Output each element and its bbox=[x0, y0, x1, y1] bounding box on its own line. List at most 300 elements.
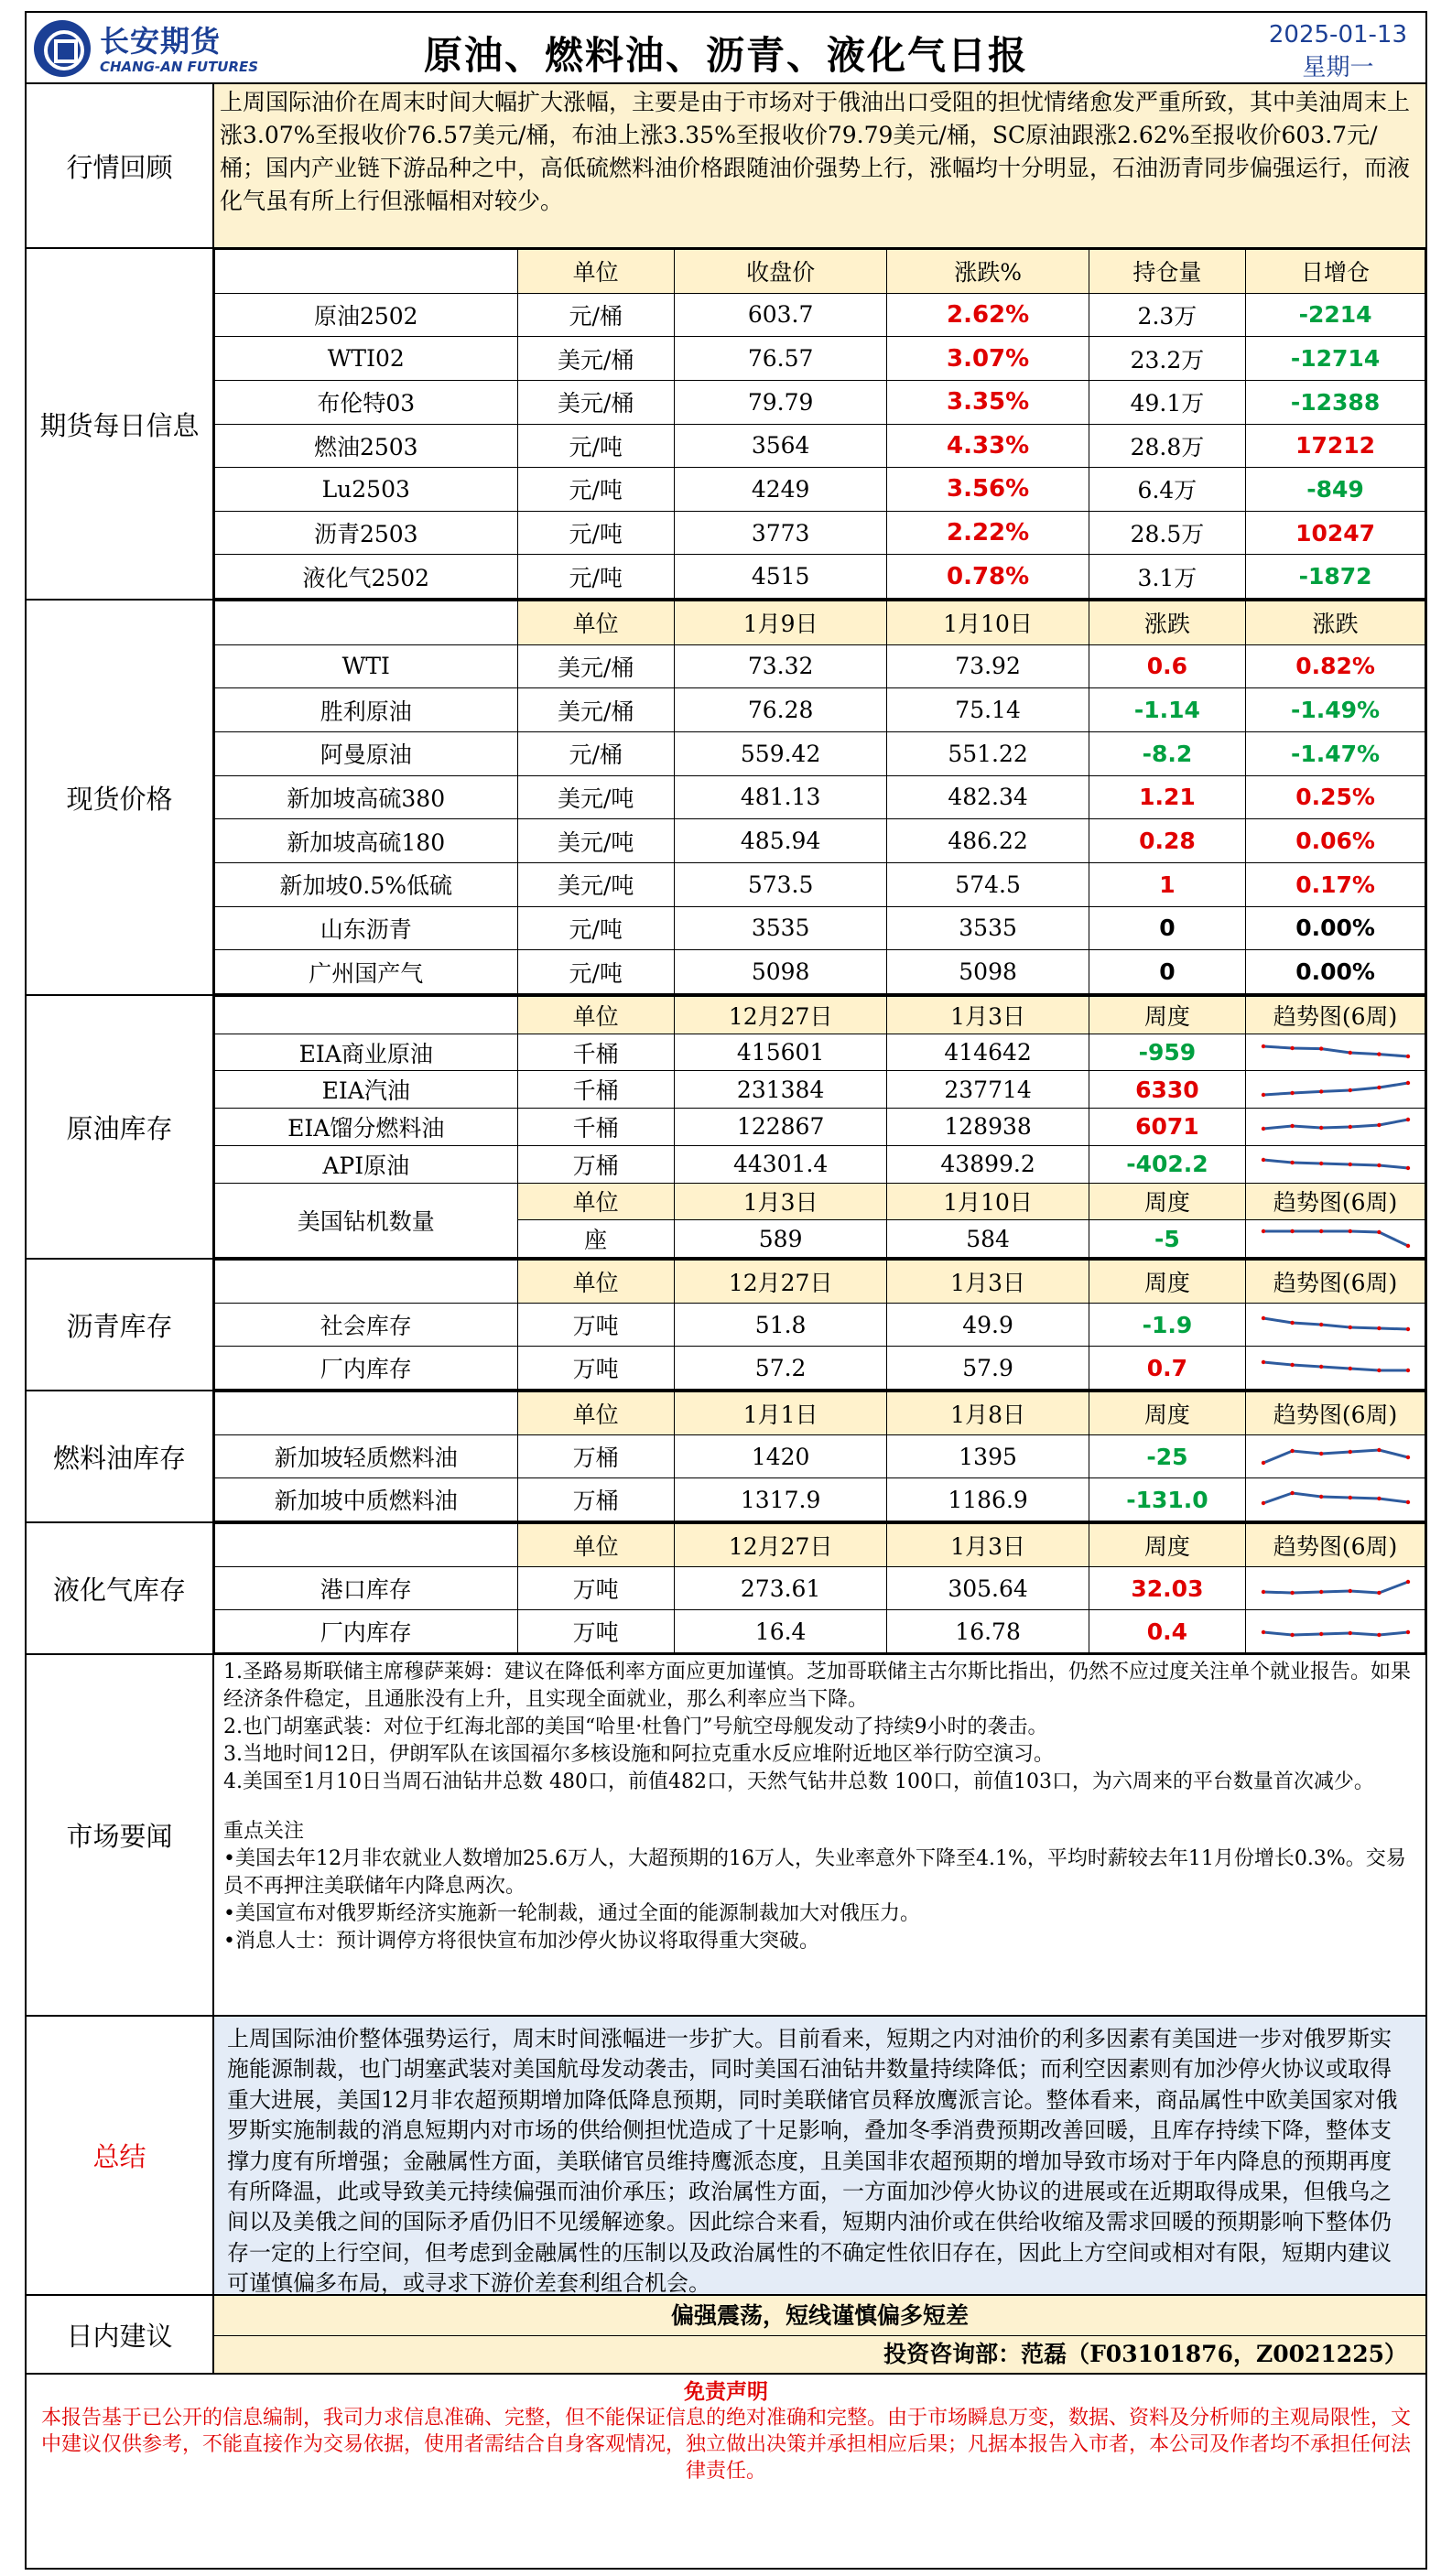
item-name: API原油 bbox=[215, 1145, 518, 1183]
sparkline-point bbox=[1377, 1086, 1381, 1089]
change-pct: 3.35% bbox=[887, 380, 1089, 424]
sparkline-point bbox=[1377, 1591, 1381, 1595]
change: 1 bbox=[1089, 862, 1245, 906]
price-curr: 75.14 bbox=[887, 688, 1089, 732]
unit: 千桶 bbox=[517, 1071, 674, 1109]
futures-section bbox=[27, 249, 1425, 601]
report-page bbox=[25, 11, 1427, 2570]
unit: 美元/吨 bbox=[517, 819, 674, 863]
table-row bbox=[215, 1610, 1425, 1653]
report-date: 2025-01-13 bbox=[1268, 21, 1407, 49]
close-price: 4515 bbox=[674, 555, 887, 599]
table-row bbox=[215, 1034, 1425, 1071]
unit: 万吨 bbox=[517, 1347, 674, 1390]
unit: 美元/桶 bbox=[517, 644, 674, 688]
contract-name: Lu2503 bbox=[215, 468, 518, 512]
sparkline-eia_distillate bbox=[1258, 1115, 1414, 1139]
oi-change: -2214 bbox=[1246, 293, 1425, 337]
sparkline-point bbox=[1405, 1118, 1409, 1121]
sparkline-point bbox=[1348, 1496, 1351, 1499]
change: 0 bbox=[1089, 906, 1245, 950]
sparkline-eia_crude bbox=[1258, 1041, 1414, 1065]
product-name: WTI bbox=[215, 644, 518, 688]
contract-name: 布伦特03 bbox=[215, 380, 518, 424]
value-curr: 43899.2 bbox=[887, 1145, 1089, 1183]
table-header-row bbox=[215, 1392, 1425, 1435]
column-header: 日增仓 bbox=[1246, 250, 1425, 294]
sparkline-point bbox=[1348, 1229, 1351, 1233]
sparkline-point bbox=[1377, 1448, 1381, 1452]
table-header-row bbox=[215, 250, 1425, 294]
sparkline-point bbox=[1319, 1089, 1323, 1093]
table-row bbox=[215, 511, 1425, 555]
oi-change: -1872 bbox=[1246, 555, 1425, 599]
price-curr: 73.92 bbox=[887, 644, 1089, 688]
unit: 元/吨 bbox=[517, 511, 674, 555]
price-curr: 486.22 bbox=[887, 819, 1089, 863]
item-name: EIA汽油 bbox=[215, 1071, 518, 1109]
focus-item: •美国去年12月非农就业人数增加25.6万人，大超预期的16万人，失业率意外下降至4.1%，平均时薪较去年11月份增长0.3%。交易员不再押注美联储年内降息两次。 bbox=[223, 1847, 1406, 1898]
oi-change: 17212 bbox=[1246, 424, 1425, 468]
sparkline-fuel_mid bbox=[1258, 1488, 1414, 1511]
change-pct: 0.82% bbox=[1246, 644, 1425, 688]
value-prev: 51.8 bbox=[674, 1304, 887, 1347]
column-header: 持仓量 bbox=[1089, 250, 1245, 294]
sparkline-point bbox=[1319, 1323, 1323, 1326]
table-row bbox=[215, 1347, 1425, 1390]
table-row bbox=[215, 1304, 1425, 1347]
unit: 元/吨 bbox=[517, 424, 674, 468]
close-price: 3773 bbox=[674, 511, 887, 555]
sparkline-point bbox=[1319, 1632, 1323, 1636]
column-header: 涨跌 bbox=[1246, 601, 1425, 645]
sparkline-point bbox=[1405, 1054, 1409, 1057]
report-weekday: 星期一 bbox=[1302, 54, 1374, 81]
unit: 万吨 bbox=[517, 1567, 674, 1610]
advice-analyst: 投资咨询部：范磊（F03101876，Z0021225） bbox=[214, 2336, 1425, 2373]
change-pct: 0.17% bbox=[1246, 862, 1425, 906]
item-name: 新加坡轻质燃料油 bbox=[215, 1435, 518, 1478]
sparkline-point bbox=[1348, 1088, 1351, 1092]
trend-cell bbox=[1246, 1109, 1425, 1146]
unit: 元/吨 bbox=[517, 468, 674, 512]
value-prev: 273.61 bbox=[674, 1567, 887, 1610]
price-prev: 573.5 bbox=[674, 862, 887, 906]
unit: 万吨 bbox=[517, 1610, 674, 1653]
crude-inventory-section bbox=[27, 996, 1425, 1260]
weekly-change: -1.9 bbox=[1089, 1304, 1245, 1347]
advice-section bbox=[27, 2296, 1425, 2375]
price-curr: 5098 bbox=[887, 950, 1089, 994]
asphalt-inventory-table bbox=[214, 1260, 1425, 1390]
asphalt-inventory-label: 沥青库存 bbox=[27, 1260, 214, 1390]
contract-name: 液化气2502 bbox=[215, 555, 518, 599]
sparkline-point bbox=[1261, 1461, 1264, 1465]
focus-title: 重点关注 bbox=[223, 1820, 305, 1843]
sparkline-point bbox=[1319, 1161, 1323, 1164]
sparkline-line bbox=[1263, 1450, 1408, 1463]
change: -1.14 bbox=[1089, 688, 1245, 732]
sparkline-point bbox=[1405, 1369, 1409, 1372]
change: 0.6 bbox=[1089, 644, 1245, 688]
column-header: 趋势图(6周) bbox=[1246, 1392, 1425, 1435]
change: 1.21 bbox=[1089, 775, 1245, 819]
value-curr: 414642 bbox=[887, 1034, 1089, 1071]
change-pct: 2.22% bbox=[887, 511, 1089, 555]
news-body bbox=[214, 1655, 1425, 2015]
trend-cell bbox=[1246, 1304, 1425, 1347]
value-prev: 16.4 bbox=[674, 1610, 887, 1653]
sparkline-point bbox=[1261, 1316, 1264, 1320]
spot-label: 现货价格 bbox=[27, 601, 214, 994]
contract-name: WTI02 bbox=[215, 337, 518, 381]
price-prev: 76.28 bbox=[674, 688, 887, 732]
value-prev: 57.2 bbox=[674, 1347, 887, 1390]
weekly-change: -25 bbox=[1089, 1435, 1245, 1478]
item-name: 厂内库存 bbox=[215, 1610, 518, 1653]
sparkline-point bbox=[1319, 1590, 1323, 1594]
sparkline-point bbox=[1319, 1452, 1323, 1456]
column-header: 收盘价 bbox=[674, 250, 887, 294]
rig-header-row bbox=[215, 1183, 1425, 1220]
sparkline-point bbox=[1405, 1580, 1409, 1584]
unit: 万桶 bbox=[517, 1435, 674, 1478]
sparkline-point bbox=[1377, 1123, 1381, 1127]
table-row bbox=[215, 380, 1425, 424]
report-date-block bbox=[1269, 18, 1407, 84]
disclaimer-text: 本报告基于已公开的信息编制，我司力求信息准确、完整，但不能保证信息的绝对准确和完整。由于市场瞬息万变，数据、资料及分析师的主观局限性，文中建议仅供参考，不能直接作为交易依据，使用者需结合自身客观情况，独立做出决策并承担相应后果；凡据本报告入市者，本公司及作者均不承担任何法律责任。 bbox=[40, 2407, 1411, 2483]
sparkline-point bbox=[1377, 1369, 1381, 1372]
review-section bbox=[27, 84, 1425, 249]
sparkline-asphalt_plant bbox=[1258, 1356, 1414, 1380]
table-row bbox=[215, 775, 1425, 819]
column-header: 1月3日 bbox=[887, 997, 1089, 1034]
sparkline-line bbox=[1263, 1362, 1408, 1370]
product-name: 广州国产气 bbox=[215, 950, 518, 994]
value-curr: 584 bbox=[887, 1220, 1089, 1258]
column-header: 周度 bbox=[1089, 1261, 1245, 1304]
column-header: 1月8日 bbox=[887, 1392, 1089, 1435]
close-price: 3564 bbox=[674, 424, 887, 468]
sparkline-point bbox=[1261, 1093, 1264, 1097]
column-header: 1月10日 bbox=[887, 1183, 1089, 1220]
news-item: 3.当地时间12日，伊朗军队在该国福尔多核设施和阿拉克重水反应堆附近地区举行防空演习。 bbox=[223, 1743, 1054, 1766]
logo-cn: 长安期货 bbox=[100, 24, 222, 59]
sparkline-point bbox=[1319, 1365, 1323, 1369]
weekly-change: 6330 bbox=[1089, 1071, 1245, 1109]
change: -8.2 bbox=[1089, 731, 1245, 775]
unit: 美元/桶 bbox=[517, 337, 674, 381]
sparkline-point bbox=[1290, 1633, 1294, 1637]
sparkline-line bbox=[1263, 1120, 1408, 1129]
table-row bbox=[215, 1071, 1425, 1109]
value-prev: 589 bbox=[674, 1220, 887, 1258]
close-price: 603.7 bbox=[674, 293, 887, 337]
lpg-inventory-section bbox=[27, 1523, 1425, 1655]
column-header: 单位 bbox=[517, 1261, 674, 1304]
news-section bbox=[27, 1655, 1425, 2017]
sparkline-point bbox=[1377, 1326, 1381, 1330]
spot-section bbox=[27, 601, 1425, 996]
trend-cell bbox=[1246, 1034, 1425, 1071]
sparkline-line bbox=[1263, 1231, 1408, 1246]
unit: 元/吨 bbox=[517, 555, 674, 599]
table-row bbox=[215, 555, 1425, 599]
table-row bbox=[215, 1478, 1425, 1521]
sparkline-point bbox=[1348, 1450, 1351, 1454]
column-header: 12月27日 bbox=[674, 1261, 887, 1304]
news-label: 市场要闻 bbox=[27, 1655, 214, 2015]
sparkline-point bbox=[1261, 1590, 1264, 1594]
change: 0.28 bbox=[1089, 819, 1245, 863]
change-pct: 0.25% bbox=[1246, 775, 1425, 819]
sparkline-point bbox=[1319, 1495, 1323, 1499]
value-prev: 415601 bbox=[674, 1034, 887, 1071]
contract-name: 原油2502 bbox=[215, 293, 518, 337]
news-item: 2.也门胡塞武装：对位于红海北部的美国“哈里·杜鲁门”号航空母舰发动了持续9小时的袭击。 bbox=[223, 1716, 1048, 1738]
change-pct: 2.62% bbox=[887, 293, 1089, 337]
news-item: 4.美国至1月10日当周石油钻井总数 480口，前值482口，天然气钻井总数 100口，前值103口，为六周来的平台数量首次减少。 bbox=[223, 1770, 1374, 1793]
table-row bbox=[215, 424, 1425, 468]
sparkline-point bbox=[1377, 1163, 1381, 1166]
advice-label: 日内建议 bbox=[27, 2296, 214, 2373]
table-row bbox=[215, 950, 1425, 994]
unit: 万桶 bbox=[517, 1145, 674, 1183]
table-header-row bbox=[215, 601, 1425, 645]
value-curr: 57.9 bbox=[887, 1347, 1089, 1390]
table-row bbox=[215, 644, 1425, 688]
report-title: 原油、燃料油、沥青、液化气日报 bbox=[423, 33, 1028, 78]
sparkline-line bbox=[1263, 1632, 1408, 1635]
open-interest: 6.4万 bbox=[1089, 468, 1245, 512]
news-item: 1.圣路易斯联储主席穆萨莱姆：建议在降低利率方面应更加谨慎。芝加哥联储主古尔斯比指出，仍然不应过度关注单个就业报告。如果经济条件稳定，且通胀没有上升，且实现全面就业，那么利率应当下降。 bbox=[223, 1661, 1411, 1711]
column-header: 1月3日 bbox=[887, 1261, 1089, 1304]
item-name: EIA商业原油 bbox=[215, 1034, 518, 1071]
sparkline-point bbox=[1405, 1500, 1409, 1504]
trend-cell bbox=[1246, 1145, 1425, 1183]
rig-label: 美国钻机数量 bbox=[215, 1183, 518, 1257]
open-interest: 28.8万 bbox=[1089, 424, 1245, 468]
sparkline-point bbox=[1319, 1126, 1323, 1130]
sparkline-point bbox=[1377, 1497, 1381, 1500]
focus-item: •美国宣布对俄罗斯经济实施新一轮制裁，通过全面的能源制裁加大对俄压力。 bbox=[223, 1902, 920, 1925]
product-name: 阿曼原油 bbox=[215, 731, 518, 775]
table-row bbox=[215, 731, 1425, 775]
header-blank bbox=[215, 1261, 518, 1304]
sparkline-point bbox=[1319, 1229, 1323, 1233]
column-header: 12月27日 bbox=[674, 1524, 887, 1567]
column-header: 单位 bbox=[517, 1392, 674, 1435]
oi-change: -12714 bbox=[1246, 337, 1425, 381]
close-price: 4249 bbox=[674, 468, 887, 512]
focus-item: •消息人士：预计调停方将很快宣布加沙停火协议将取得重大突破。 bbox=[223, 1930, 819, 1953]
futures-label: 期货每日信息 bbox=[27, 249, 214, 599]
close-price: 76.57 bbox=[674, 337, 887, 381]
weekly-change: -402.2 bbox=[1089, 1145, 1245, 1183]
table-row bbox=[215, 1109, 1425, 1146]
column-header: 1月1日 bbox=[674, 1392, 887, 1435]
column-header: 1月9日 bbox=[674, 601, 887, 645]
column-header: 涨跌% bbox=[887, 250, 1089, 294]
disclaimer-title: 免责声明 bbox=[684, 2379, 768, 2404]
header-blank bbox=[215, 997, 518, 1034]
price-prev: 481.13 bbox=[674, 775, 887, 819]
sparkline-line bbox=[1263, 1160, 1408, 1168]
summary-section bbox=[27, 2017, 1425, 2296]
trend-cell bbox=[1246, 1220, 1425, 1258]
unit: 座 bbox=[517, 1220, 674, 1258]
price-prev: 559.42 bbox=[674, 731, 887, 775]
weekly-change: -5 bbox=[1089, 1220, 1245, 1258]
price-prev: 5098 bbox=[674, 950, 887, 994]
column-header: 周度 bbox=[1089, 1183, 1245, 1220]
trend-cell bbox=[1246, 1347, 1425, 1390]
sparkline-eia_gasoline bbox=[1258, 1077, 1414, 1101]
logo-en: CHANG-AN FUTURES bbox=[100, 59, 259, 75]
price-curr: 551.22 bbox=[887, 731, 1089, 775]
sparkline-point bbox=[1348, 1326, 1351, 1329]
review-text: 上周国际油价在周末时间大幅扩大涨幅，主要是由于市场对于俄油出口受阻的担忧情绪愈发严重所致，其中美油周末上涨3.07%至报收价76.57美元/桶，布油上涨3.35%至报收价79.79美元/桶，SC原油跟涨2.62%至报收价603.7元/桶；国内产业链下游品种之中，高低硫燃料油价格跟随油价强势上行，涨幅均十分明显，石油沥青同步偏强运行，而液化气虽有所上行但涨幅相对较少。 bbox=[214, 84, 1425, 247]
oi-change: -849 bbox=[1246, 468, 1425, 512]
header-blank bbox=[215, 250, 518, 294]
table-row bbox=[215, 819, 1425, 863]
sparkline-point bbox=[1377, 1633, 1381, 1637]
column-header: 趋势图(6周) bbox=[1246, 1183, 1425, 1220]
open-interest: 3.1万 bbox=[1089, 555, 1245, 599]
column-header: 单位 bbox=[517, 1524, 674, 1567]
product-name: 新加坡高硫180 bbox=[215, 819, 518, 863]
summary-label: 总结 bbox=[27, 2017, 214, 2294]
sparkline-point bbox=[1290, 1160, 1294, 1164]
oi-change: -12388 bbox=[1246, 380, 1425, 424]
table-header-row bbox=[215, 1524, 1425, 1567]
sparkline-api_crude bbox=[1258, 1153, 1414, 1176]
sparkline-fuel_light bbox=[1258, 1445, 1414, 1468]
value-curr: 305.64 bbox=[887, 1567, 1089, 1610]
table-row bbox=[215, 1145, 1425, 1183]
unit: 美元/桶 bbox=[517, 380, 674, 424]
column-header: 周度 bbox=[1089, 997, 1245, 1034]
weekly-change: 0.4 bbox=[1089, 1610, 1245, 1653]
fuel-inventory-section bbox=[27, 1391, 1425, 1523]
sparkline-point bbox=[1290, 1491, 1294, 1495]
sparkline-point bbox=[1261, 1157, 1264, 1161]
column-header: 趋势图(6周) bbox=[1246, 1261, 1425, 1304]
contract-name: 燃油2503 bbox=[215, 424, 518, 468]
disclaimer bbox=[27, 2375, 1425, 2488]
unit: 美元/吨 bbox=[517, 862, 674, 906]
sparkline-point bbox=[1348, 1367, 1351, 1370]
unit: 元/吨 bbox=[517, 906, 674, 950]
column-header: 周度 bbox=[1089, 1524, 1245, 1567]
price-prev: 73.32 bbox=[674, 644, 887, 688]
open-interest: 2.3万 bbox=[1089, 293, 1245, 337]
sparkline-lpg_plant bbox=[1258, 1619, 1414, 1643]
sparkline-point bbox=[1405, 1244, 1409, 1248]
trend-cell bbox=[1246, 1610, 1425, 1653]
trend-cell bbox=[1246, 1435, 1425, 1478]
value-curr: 237714 bbox=[887, 1071, 1089, 1109]
sparkline-point bbox=[1377, 1052, 1381, 1055]
close-price: 79.79 bbox=[674, 380, 887, 424]
column-header: 单位 bbox=[517, 250, 674, 294]
sparkline-point bbox=[1377, 1230, 1381, 1234]
change-pct: 0.06% bbox=[1246, 819, 1425, 863]
table-row bbox=[215, 468, 1425, 512]
change-pct: -1.47% bbox=[1246, 731, 1425, 775]
open-interest: 23.2万 bbox=[1089, 337, 1245, 381]
sparkline-line bbox=[1263, 1046, 1408, 1056]
value-curr: 1186.9 bbox=[887, 1478, 1089, 1521]
sparkline-point bbox=[1290, 1363, 1294, 1367]
sparkline-point bbox=[1405, 1081, 1409, 1085]
unit: 元/吨 bbox=[517, 950, 674, 994]
column-header: 单位 bbox=[517, 601, 674, 645]
sparkline-point bbox=[1261, 1044, 1264, 1047]
sparkline-point bbox=[1290, 1229, 1294, 1233]
table-row bbox=[215, 1435, 1425, 1478]
value-prev: 122867 bbox=[674, 1109, 887, 1146]
column-header: 周度 bbox=[1089, 1392, 1245, 1435]
item-name: 社会库存 bbox=[215, 1304, 518, 1347]
table-row bbox=[215, 862, 1425, 906]
column-header: 趋势图(6周) bbox=[1246, 1524, 1425, 1567]
weekly-change: -959 bbox=[1089, 1034, 1245, 1071]
unit: 元/桶 bbox=[517, 293, 674, 337]
table-header-row bbox=[215, 1261, 1425, 1304]
table-row bbox=[215, 293, 1425, 337]
value-curr: 1395 bbox=[887, 1435, 1089, 1478]
price-prev: 485.94 bbox=[674, 819, 887, 863]
oi-change: 10247 bbox=[1246, 511, 1425, 555]
unit: 元/桶 bbox=[517, 731, 674, 775]
lpg-inventory-label: 液化气库存 bbox=[27, 1523, 214, 1653]
unit: 千桶 bbox=[517, 1034, 674, 1071]
change-pct: 3.07% bbox=[887, 337, 1089, 381]
sparkline-point bbox=[1261, 1630, 1264, 1634]
table-row bbox=[215, 337, 1425, 381]
product-name: 胜利原油 bbox=[215, 688, 518, 732]
weekly-change: -131.0 bbox=[1089, 1478, 1245, 1521]
change-pct: 0.00% bbox=[1246, 950, 1425, 994]
price-curr: 574.5 bbox=[887, 862, 1089, 906]
sparkline-rig bbox=[1258, 1227, 1414, 1250]
unit: 万桶 bbox=[517, 1478, 674, 1521]
sparkline-asphalt_social bbox=[1258, 1313, 1414, 1337]
header-blank bbox=[215, 1392, 518, 1435]
header-blank bbox=[215, 1524, 518, 1567]
change-pct: 3.56% bbox=[887, 468, 1089, 512]
sparkline-point bbox=[1261, 1360, 1264, 1364]
sparkline-point bbox=[1348, 1125, 1351, 1129]
value-prev: 44301.4 bbox=[674, 1145, 887, 1183]
table-header-row bbox=[215, 997, 1425, 1034]
sparkline-line bbox=[1263, 1493, 1408, 1503]
column-header: 涨跌 bbox=[1089, 601, 1245, 645]
column-header: 12月27日 bbox=[674, 997, 887, 1034]
crude-inventory-table bbox=[214, 996, 1425, 1258]
spot-table bbox=[214, 601, 1425, 994]
value-curr: 49.9 bbox=[887, 1304, 1089, 1347]
weekly-change: 6071 bbox=[1089, 1109, 1245, 1146]
item-name: 港口库存 bbox=[215, 1567, 518, 1610]
trend-cell bbox=[1246, 1478, 1425, 1521]
price-prev: 3535 bbox=[674, 906, 887, 950]
weekly-change: 0.7 bbox=[1089, 1347, 1245, 1390]
price-curr: 3535 bbox=[887, 906, 1089, 950]
sparkline-point bbox=[1405, 1327, 1409, 1331]
column-header: 1月3日 bbox=[887, 1524, 1089, 1567]
